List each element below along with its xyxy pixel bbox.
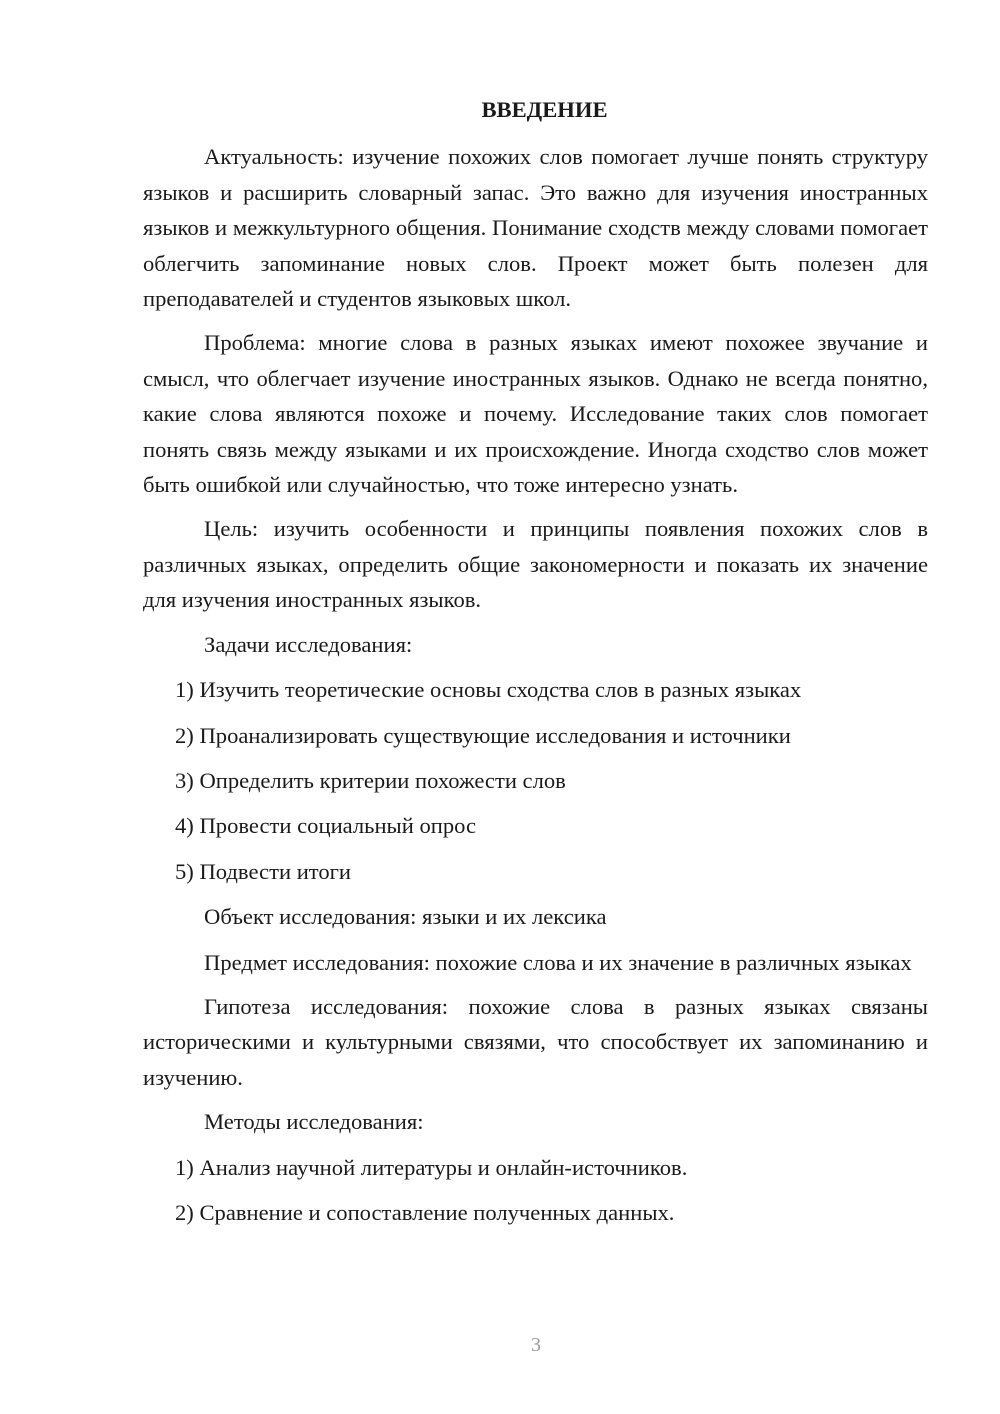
relevance-paragraph: Актуальность: изучение похожих слов помогает лучше понять структуру языков и расширить словарный запас. Это важно для изучения иностранных языков и межкультурного общения. Понимание сходств между словами помогает облегчить запоминание новых слов. Проект может быть полезен для преподавателей и студентов языковых школ. [143,144,928,312]
method-item: 1) Анализ научной литературы и онлайн-источников. [175,1154,688,1180]
document-page [143,92,928,1240]
task-item: 5) Подвести итоги [175,858,352,884]
problem-paragraph: Проблема: многие слова в разных языках имеют похожее звучание и смысл, что облегчает изучение иностранных языков. Однако не всегда понятно, какие слова являются похоже и почему. Исследование таких слов помогает понять связь между языками и их происхождение. Иногда сходство слов может быть ошибкой или случайностью, что тоже интересно узнать. [143,330,928,498]
subject-paragraph: Предмет исследования: похожие слова и их значение в различных языках [204,949,912,975]
section-title: ВВЕДЕНИЕ [481,97,608,122]
object-line: Объект исследования: языки и их лексика [204,904,607,930]
task-item: 4) Провести социальный опрос [175,813,477,839]
task-item: 1) Изучить теоретические основы сходства слов в разных языках [175,677,802,703]
tasks-label: Задачи исследования: [204,631,413,657]
task-item: 2) Проанализировать существующие исследования и источники [175,722,791,748]
methods-label: Методы исследования: [204,1109,424,1135]
hypothesis-paragraph: Гипотеза исследования: похожие слова в разных языках связаны историческими и культурными связями, что способствует их запоминанию и изучению. [143,993,928,1090]
page-number: 3 [531,1334,541,1356]
method-item: 2) Сравнение и сопоставление полученных данных. [175,1199,675,1225]
goal-paragraph: Цель: изучить особенности и принципы появления похожих слов в различных языках, определить общие закономерности и показать их значение для изучения иностранных языков. [143,516,928,613]
task-item: 3) Определить критерии похожести слов [175,767,566,793]
